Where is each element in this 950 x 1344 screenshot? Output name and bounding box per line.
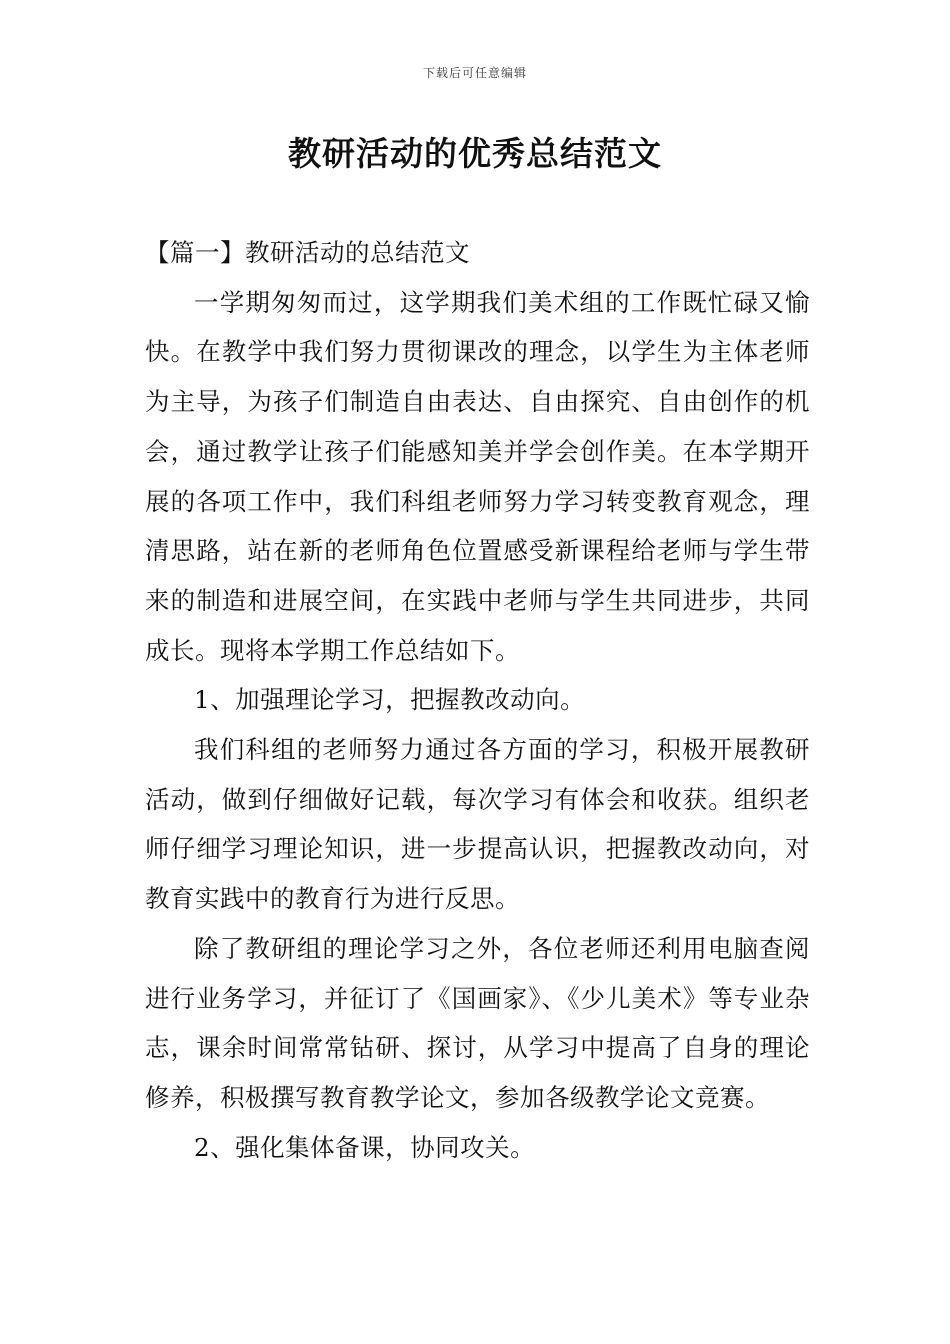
paragraph-professional-study: 除了教研组的理论学习之外，各位老师还利用电脑查阅进行业务学习，并征订了《国画家》、《少儿美术》等专业杂志，课余时间常常钻研、探讨，从学习中提高了自身的理论修养，积极撰写教育教学论文，参加各级教学论文竞赛。 — [145, 933, 810, 1112]
download-note: 下载后可任意编辑 — [422, 66, 527, 80]
subheading-collective-lesson-prep: 2、强化集体备课，协同攻关。 — [194, 1132, 536, 1162]
section-heading: 【篇一】教研活动的总结范文 — [145, 238, 470, 267]
paragraph-theory-study: 我们科组的老师努力通过各方面的学习，积极开展教研活动，做到仔细做好记载，每次学习有体会和收获。组织老师仔细学习理论知识，进一步提高认识，把握教改动向，对教育实践中的教育行为进行反思。 — [145, 735, 810, 914]
subheading-theory-study: 1、加强理论学习，把握教改动向。 — [194, 685, 586, 715]
document-body — [145, 228, 810, 1172]
document-title: 教研活动的优秀总结范文 — [288, 134, 662, 173]
paragraph-intro: 一学期匆匆而过，这学期我们美术组的工作既忙碌又愉快。在教学中我们努力贯彻课改的理念，以学生为主体老师为主导，为孩子们制造自由表达、自由探究、自由创作的机会，通过教学让孩子们能感知美并学会创作美。在本学期开展的各项工作中，我们科组老师努力学习转变教育观念，理清思路，站在新的老师角色位置感受新课程给老师与学生带来的制造和进展空间，在实践中老师与学生共同进步，共同成长。现将本学期工作总结如下。 — [145, 287, 810, 665]
